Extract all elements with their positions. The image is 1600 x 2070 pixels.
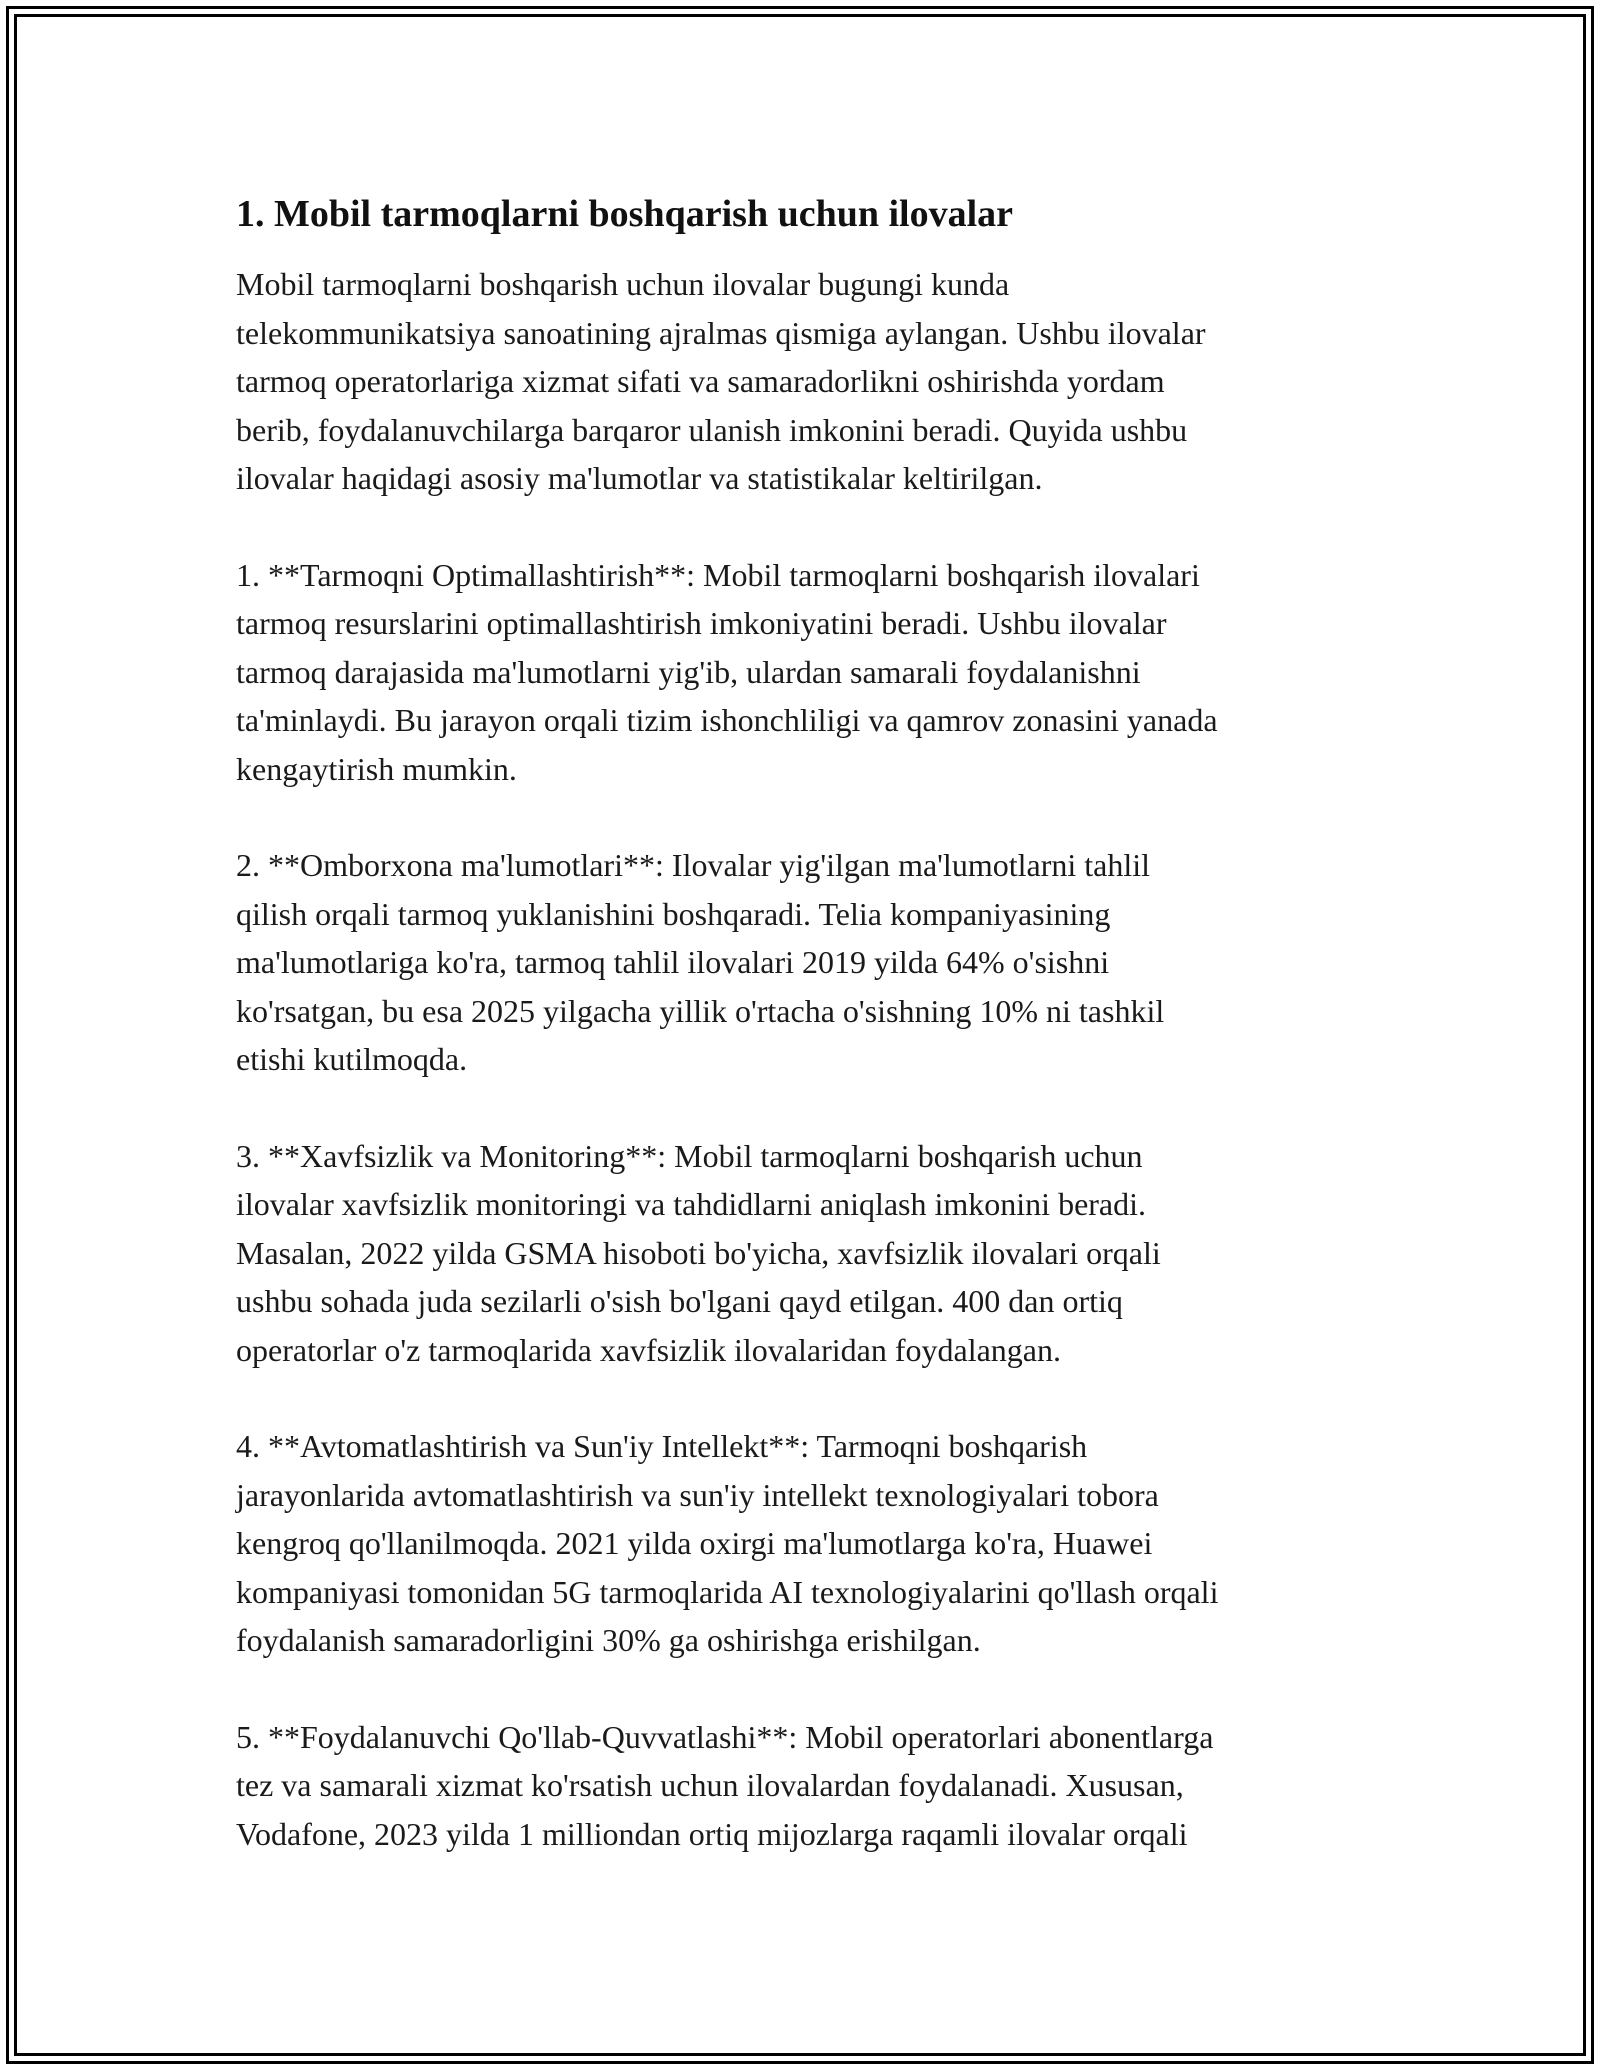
- text-line: kompaniyasi tomonidan 5G tarmoqlarida AI texnologiyalarini qo'llash orqali: [236, 1573, 1219, 1610]
- list-item-1: [236, 551, 1376, 794]
- list-item-2: [236, 841, 1376, 1084]
- text-line: Vodafone, 2023 yilda 1 milliondan ortiq mijozlarga raqamli ilovalar orqali: [236, 1815, 1188, 1852]
- text-line: 4. **Avtomatlashtirish va Sun'iy Intellekt**: Tarmoqni boshqarish: [236, 1428, 1088, 1464]
- text-line: kengroq qo'llanilmoqda. 2021 yilda oxirgi ma'lumotlarga ko'ra, Huawei: [236, 1525, 1153, 1561]
- text-line: ma'lumotlariga ko'ra, tarmoq tahlil ilovalari 2019 yilda 64% o'sishni: [236, 944, 1110, 980]
- text-line: ilovalar haqidagi asosiy ma'lumotlar va statistikalar keltirilgan.: [236, 460, 1043, 496]
- text-line: foydalanish samaradorligini 30% ga oshirishga erishilgan.: [236, 1622, 981, 1658]
- section-title: 1. Mobil tarmoqlarni boshqarish uchun ilovalar: [236, 193, 1014, 235]
- text-line: Masalan, 2022 yilda GSMA hisoboti bo'yicha, xavfsizlik ilovalari orqali: [236, 1234, 1161, 1271]
- list-item-3: [236, 1132, 1376, 1375]
- text-line: ushbu sohada juda sezilarli o'sish bo'lgani qayd etilgan. 400 dan ortiq: [236, 1283, 1123, 1319]
- text-line: qilish orqali tarmoq yuklanishini boshqaradi. Telia kompaniyasining: [236, 895, 1111, 932]
- text-line: 1. **Tarmoqni Optimallashtirish**: Mobil tarmoqlarni boshqarish ilovalari: [236, 556, 1200, 593]
- text-line: jarayonlarida avtomatlashtirish va sun'iy intellekt texnologiyalari tobora: [236, 1476, 1159, 1513]
- text-line: tarmoq operatorlariga xizmat sifati va samaradorlikni oshirishda yordam: [236, 363, 1165, 399]
- text-line: kengaytirish mumkin.: [236, 750, 517, 787]
- text-line: tarmoq resurslarini optimallashtirish imkoniyatini beradi. Ushbu ilovalar: [236, 605, 1167, 641]
- text-line: telekommunikatsiya sanoatining ajralmas qismiga aylangan. Ushbu ilovalar: [236, 314, 1206, 351]
- document-body: [236, 188, 1376, 1906]
- text-line: tarmoq darajasida ma'lumotlarni yig'ib, ulardan samarali foydalanishni: [236, 653, 1141, 690]
- text-line: operatorlar o'z tarmoqlarida xavfsizlik ilovalaridan foydalangan.: [236, 1331, 1061, 1368]
- text-line: tez va samarali xizmat ko'rsatish uchun ilovalardan foydalanadi. Xususan,: [236, 1767, 1184, 1803]
- text-line: 5. **Foydalanuvchi Qo'llab-Quvvatlashi**: Mobil operatorlari abonentlarga: [236, 1718, 1214, 1755]
- text-line: etishi kutilmoqda.: [236, 1041, 468, 1077]
- text-line: 3. **Xavfsizlik va Monitoring**: Mobil tarmoqlarni boshqarish uchun: [236, 1137, 1143, 1174]
- text-line: berib, foydalanuvchilarga barqaror ulanish imkonini beradi. Quyida ushbu: [236, 411, 1188, 448]
- text-line: ko'rsatgan, bu esa 2025 yilgacha yillik o'rtacha o'sishning 10% ni tashkil: [236, 992, 1165, 1029]
- text-line: ta'minlaydi. Bu jarayon orqali tizim ishonchliligi va qamrov zonasini yanada: [236, 702, 1218, 738]
- text-line: 2. **Omborxona ma'lumotlari**: Ilovalar yig'ilgan ma'lumotlarni tahlil: [236, 847, 1150, 883]
- text-line: ilovalar xavfsizlik monitoringi va tahdidlarni aniqlash imkonini beradi.: [236, 1186, 1147, 1222]
- intro-paragraph: [236, 260, 1376, 503]
- list-item-5: [236, 1713, 1376, 1859]
- text-line: Mobil tarmoqlarni boshqarish uchun ilovalar bugungi kunda: [236, 266, 1010, 302]
- list-item-4: [236, 1422, 1376, 1665]
